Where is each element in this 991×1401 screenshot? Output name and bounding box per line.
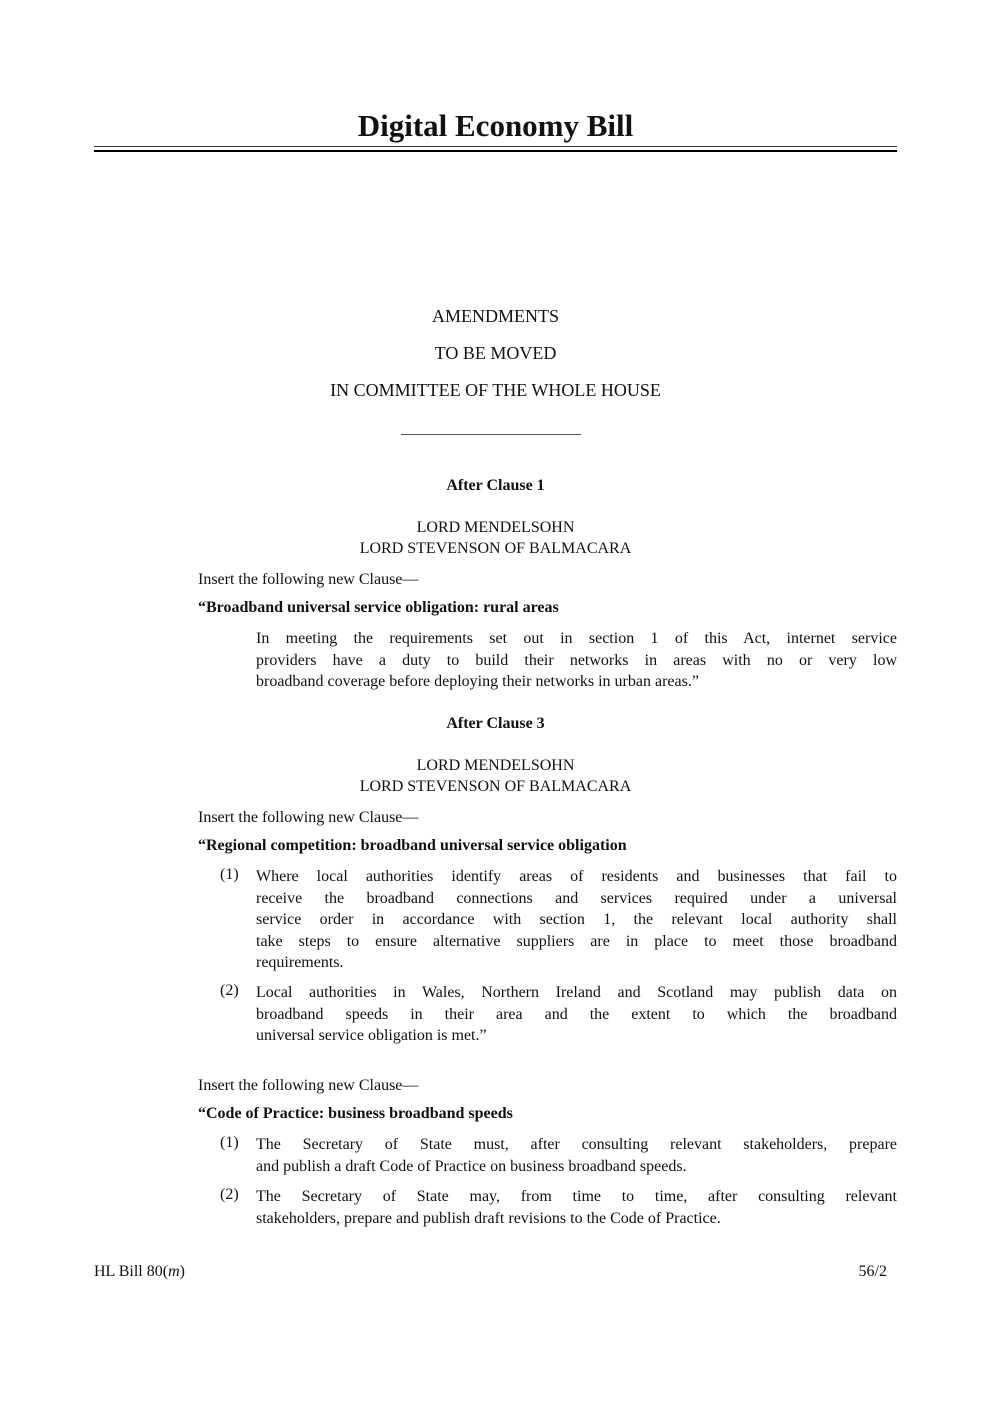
subsection-line: receive the broadband connections and services required under a universal — [256, 889, 897, 907]
sponsor-name: LORD MENDELSOHN — [416, 757, 575, 774]
bill-reference-close: ) — [179, 1263, 185, 1280]
section-divider — [401, 434, 581, 435]
subsection-number: (2) — [220, 982, 239, 999]
subsection-body — [256, 866, 897, 974]
subsection-body — [256, 982, 897, 1047]
subsection-line: stakeholders, prepare and publish draft revisions to the Code of Practice. — [256, 1209, 721, 1227]
subsection-line: The Secretary of State may, from time to time, after consulting relevant — [256, 1188, 897, 1205]
subsection-line: service order in accordance with section 1, the relevant local authority shall — [256, 911, 897, 928]
subsection-line: broadband speeds in their area and the extent to which the broadband — [256, 1005, 897, 1023]
bill-reference — [94, 1263, 185, 1281]
amendment-instruction: Insert the following new Clause— — [198, 1077, 419, 1094]
heading-line-1: AMENDMENTS — [431, 306, 559, 326]
page-reference: 56/2 — [858, 1263, 887, 1280]
bill-reference-suffix-letter: m — [168, 1263, 180, 1280]
subsection-line: and publish a draft Code of Practice on business broadband speeds. — [256, 1157, 687, 1175]
new-clause-title: “Broadband universal service obligation: rural areas — [198, 599, 559, 616]
clause-body-line: providers have a duty to build their networks in areas with no or very low — [256, 651, 897, 669]
amendment-instruction: Insert the following new Clause— — [198, 571, 419, 588]
subsection-line: Local authorities in Wales, Northern Ireland and Scotland may publish data on — [256, 984, 897, 1001]
subsection-line: take steps to ensure alternative suppliers are in place to meet those broadband — [256, 932, 897, 950]
document-title: Digital Economy Bill — [357, 108, 634, 143]
new-clause-title: “Code of Practice: business broadband speeds — [198, 1105, 513, 1122]
amendment-instruction: Insert the following new Clause— — [198, 809, 419, 826]
sponsor-name: LORD STEVENSON OF BALMACARA — [359, 540, 632, 557]
subsection-number: (2) — [220, 1186, 239, 1203]
sponsor-name: LORD STEVENSON OF BALMACARA — [359, 778, 632, 795]
subsection-body — [256, 1186, 897, 1229]
title-rule-thin — [94, 146, 897, 147]
new-clause-title: “Regional competition: broadband universal service obligation — [198, 837, 627, 854]
subsection-line: requirements. — [256, 954, 344, 971]
title-rule-thick — [94, 150, 897, 152]
heading-line-2: TO BE MOVED — [434, 343, 557, 363]
clause-heading: After Clause 3 — [446, 715, 545, 732]
subsection-number: (1) — [220, 866, 239, 883]
subsection-number: (1) — [220, 1134, 239, 1151]
subsection-body — [256, 1134, 897, 1177]
bill-reference-prefix: HL Bill 80( — [94, 1263, 169, 1280]
subsection-line: Where local authorities identify areas of residents and businesses that fail to — [256, 868, 897, 885]
clause-body-line: In meeting the requirements set out in section 1 of this Act, internet service — [256, 630, 897, 647]
clause-heading: After Clause 1 — [446, 477, 545, 494]
subsection-line: universal service obligation is met.” — [256, 1027, 487, 1044]
subsection-line: The Secretary of State must, after consulting relevant stakeholders, prepare — [256, 1136, 897, 1153]
sponsor-name: LORD MENDELSOHN — [416, 519, 575, 536]
heading-line-3: IN COMMITTEE OF THE WHOLE HOUSE — [330, 380, 661, 400]
clause-body — [256, 628, 897, 693]
clause-body-line: broadband coverage before deploying their networks in urban areas.” — [256, 673, 699, 690]
